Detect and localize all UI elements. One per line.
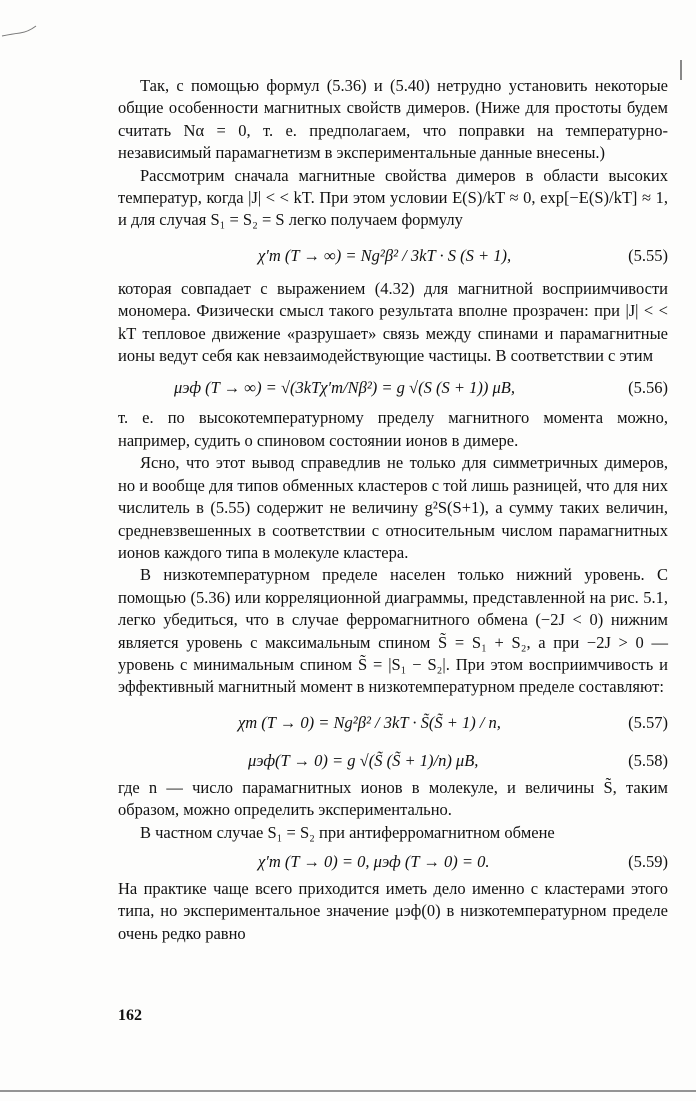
formula-5-59 <box>118 848 668 876</box>
formula-5-56-number: (5.56) <box>628 378 668 398</box>
formula-5-58 <box>118 747 668 775</box>
scan-artifact-mark <box>0 24 38 40</box>
formula-5-59-number: (5.59) <box>628 851 668 871</box>
formula-5-56-expression: μэф (T → ∞) = √(3kTχ′m/Nβ²) = g √(S (S + 1)) μB, <box>174 378 515 398</box>
paragraph-5: Ясно, что этот вывод справедлив не только для симметричных димеров, но и вообще для типов обменных кластеров с той лишь разницей, что для них числитель в (5.55) содержит не величину g²S(S+1), а сумму таких величин, средневзвешенных в соответствии с относительным числом парамагнитных ионов каждого типа в молекуле кластера. <box>118 453 668 562</box>
paragraph-2: Рассмотрим сначала магнитные свойства димеров в области высоких температур, когда |J| < < kT. При этом условии E(S)/kT ≈ 0, exp[−E(S)/kT] ≈ 1, и для случая S₁ = S₂ = S легко получаем формулу <box>118 165 668 230</box>
formula-5-55 <box>118 236 668 276</box>
formula-5-56 <box>118 371 668 405</box>
formula-5-57 <box>118 703 668 743</box>
paragraph-6: В низкотемпературном пределе населен только нижний уровень. С помощью (5.36) или корреляционной диаграммы, представленной на рис. 5.1, легко убедиться, что в случае ферромагнитного обмена (−2J < 0) нижним является уровень с максимальным спином S̃ = S₁ + S₂, а при −2J > 0 — уровень с минимальным спином S̃ = |S₁ − S₂|. При этом восприимчивость и эффективный магнитный момент в низкотемпературном пределе составляют: <box>118 565 668 697</box>
formula-5-59-expression: χ′m (T → 0) = 0, μэф (T → 0) = 0. <box>258 851 490 871</box>
formula-5-57-expression: χm (T → 0) = Ng²β² / 3kT · S̃(S̃ + 1) / n, <box>238 712 501 732</box>
scan-artifact-bottom-line <box>0 1089 696 1093</box>
paragraph-3: которая совпадает с выражением (4.32) для магнитной восприимчивости мономера. Физически смысл такого результата вполне прозрачен: при |J| < < kT тепловое движение «разрушает» связь между спинами и парамагнитные ионы ведут себя как невзаимодействующие частицы. В соответствии с этим <box>118 278 668 366</box>
formula-5-55-expression: χ′m (T → ∞) = Ng²β² / 3kT · S (S + 1), <box>258 245 512 265</box>
formula-5-57-number: (5.57) <box>628 712 668 732</box>
page-number: 162 <box>118 1007 142 1024</box>
paragraph-8: В частном случае S₁ = S₂ при антиферромагнитном обмене <box>140 822 555 842</box>
scan-artifact-edge <box>680 60 682 80</box>
formula-5-55-number: (5.55) <box>628 245 668 265</box>
paragraph-1: Так, с помощью формул (5.36) и (5.40) нетрудно установить некоторые общие особенности магнитных свойств димеров. (Ниже для простоты будем считать Nα = 0, т. е. предполагаем, что поправки на температурно-независимый парамагнетизм в экспериментальные данные внесены.) <box>118 76 668 163</box>
paragraph-4: т. е. по высокотемпературному пределу магнитного момента можно, например, судить о спиновом состоянии ионов в димере. <box>118 408 668 450</box>
paragraph-9: На практике чаще всего приходится иметь дело именно с кластерами этого типа, но экспериментальное значение μэф(0) в низкотемпературном пределе очень редко равно <box>118 878 668 943</box>
text-column <box>118 75 668 945</box>
paragraph-7: где n — число парамагнитных ионов в молекуле, и величины S̃, таким образом, можно определить экспериментально. <box>118 777 668 820</box>
formula-5-58-number: (5.58) <box>628 750 668 770</box>
formula-5-58-expression: μэф(T → 0) = g √(S̃ (S̃ + 1)/n) μB, <box>248 750 479 770</box>
